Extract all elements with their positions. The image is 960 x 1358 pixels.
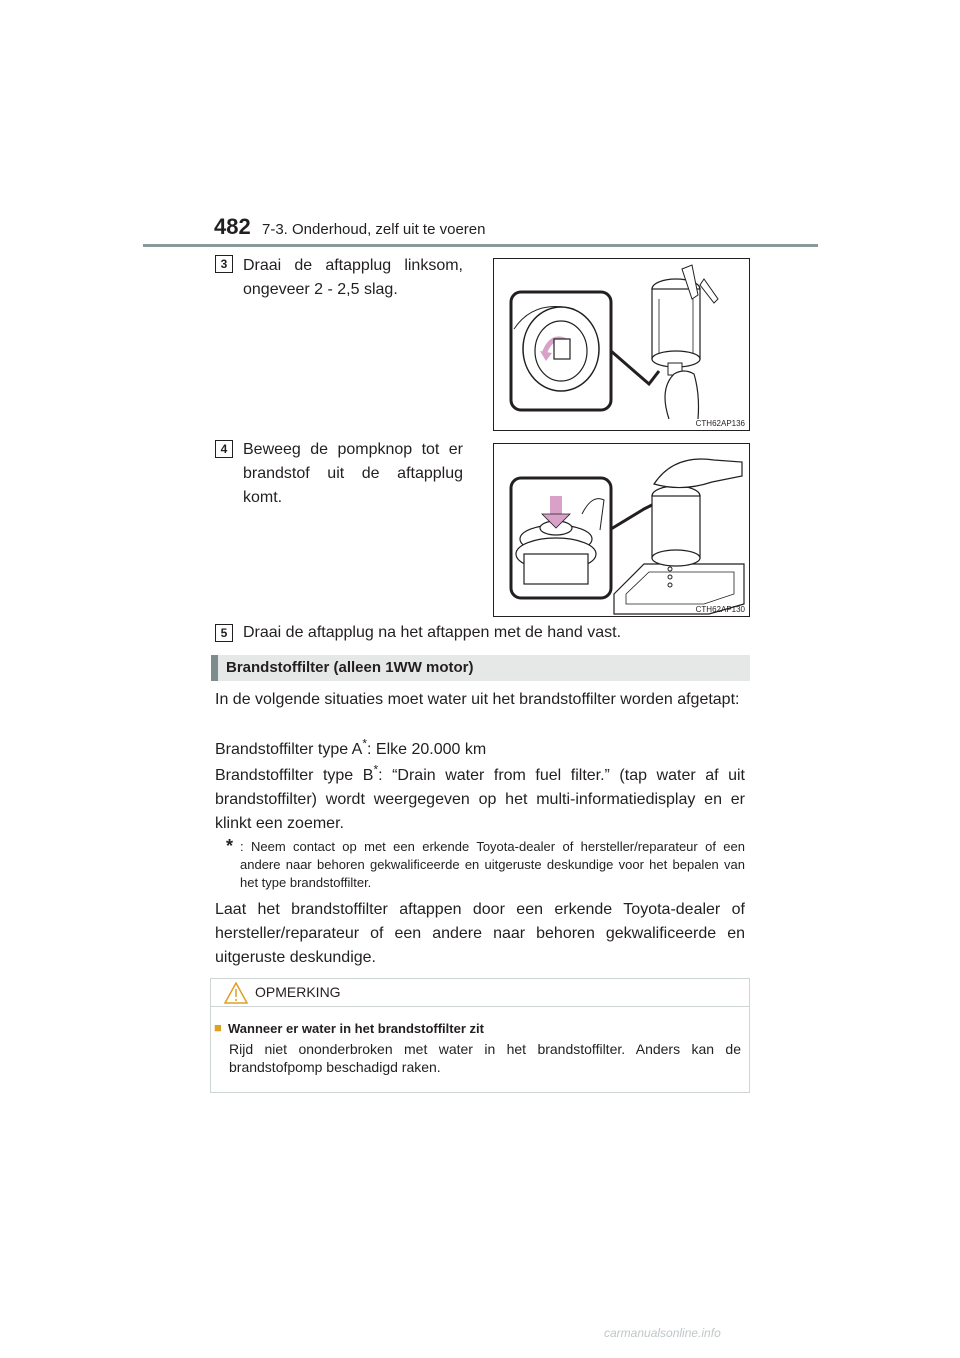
step-5-text: Draai de aftapplug na het aftappen met de hand vast. — [243, 624, 622, 641]
figure-drain-plug — [493, 258, 750, 431]
step-4-text: Beweeg de pompknop tot er brandstof uit de aftapplug komt. — [243, 441, 463, 506]
asterisk-mark: * — [373, 762, 379, 777]
figure-code: CTH62AP136 — [695, 419, 745, 428]
notice-text: Rijd niet ononderbroken met water in het brandstoffilter. Anders kan de brandstofpomp beschadigd raken. — [229, 1041, 741, 1075]
notice-bullet: ■ — [214, 1020, 222, 1035]
pump-knob-illustration — [494, 444, 749, 616]
footnote-marker: * — [226, 836, 234, 856]
notice-divider — [211, 1006, 749, 1007]
warning-triangle-icon — [224, 982, 248, 1009]
fuel-filter-type-b — [215, 764, 745, 836]
fuel-filter-type-a — [215, 738, 745, 762]
header-rule — [143, 244, 818, 247]
asterisk-mark: * — [362, 736, 368, 751]
section-heading-fuel-filter: Brandstoffilter (alleen 1WW motor) — [211, 655, 750, 681]
notice-label: OPMERKING — [255, 984, 341, 1000]
fuel-filter-advice: Laat het brandstoffilter aftappen door een erkende Toyota-dealer of hersteller/reparateur of een andere naar behoren gekwalificeerde en uitgeruste deskundige. — [215, 901, 745, 966]
step-number-3: 3 — [215, 255, 233, 273]
step-number-4: 4 — [215, 440, 233, 458]
type-b-description: : “Drain water from fuel filter.” (tap water af uit brandstoffilter) wordt weergegeven op het multi-informatiedisplay en er klinkt een zoemer. — [215, 767, 745, 832]
step-number-5: 5 — [215, 624, 233, 642]
type-a-interval: : Elke 20.000 km — [367, 741, 487, 758]
type-b-label: Brandstoffilter type B — [215, 767, 374, 784]
drain-plug-illustration — [494, 259, 749, 430]
section-title: 7-3. Onderhoud, zelf uit te voeren — [262, 221, 486, 238]
fuel-filter-intro: In de volgende situaties moet water uit het brandstoffilter worden afgetapt: — [215, 691, 740, 708]
step-3-text: Draai de aftapplug linksom, ongeveer 2 - 2,5 slag. — [243, 257, 463, 298]
watermark: carmanualsonline.info — [604, 1326, 721, 1340]
notice-subheading: Wanneer er water in het brandstoffilter zit — [228, 1021, 484, 1036]
footnote-text: : Neem contact op met een erkende Toyota-dealer of hersteller/reparateur of een andere naar behoren gekwalificeerde en uitgeruste deskundige voor het bepalen van het type brandstoffilter. — [240, 839, 745, 890]
type-a-label: Brandstoffilter type A — [215, 741, 363, 758]
figure-code: CTH62AP130 — [695, 605, 745, 614]
figure-pump-knob — [493, 443, 750, 617]
page-number: 482 — [214, 214, 251, 239]
